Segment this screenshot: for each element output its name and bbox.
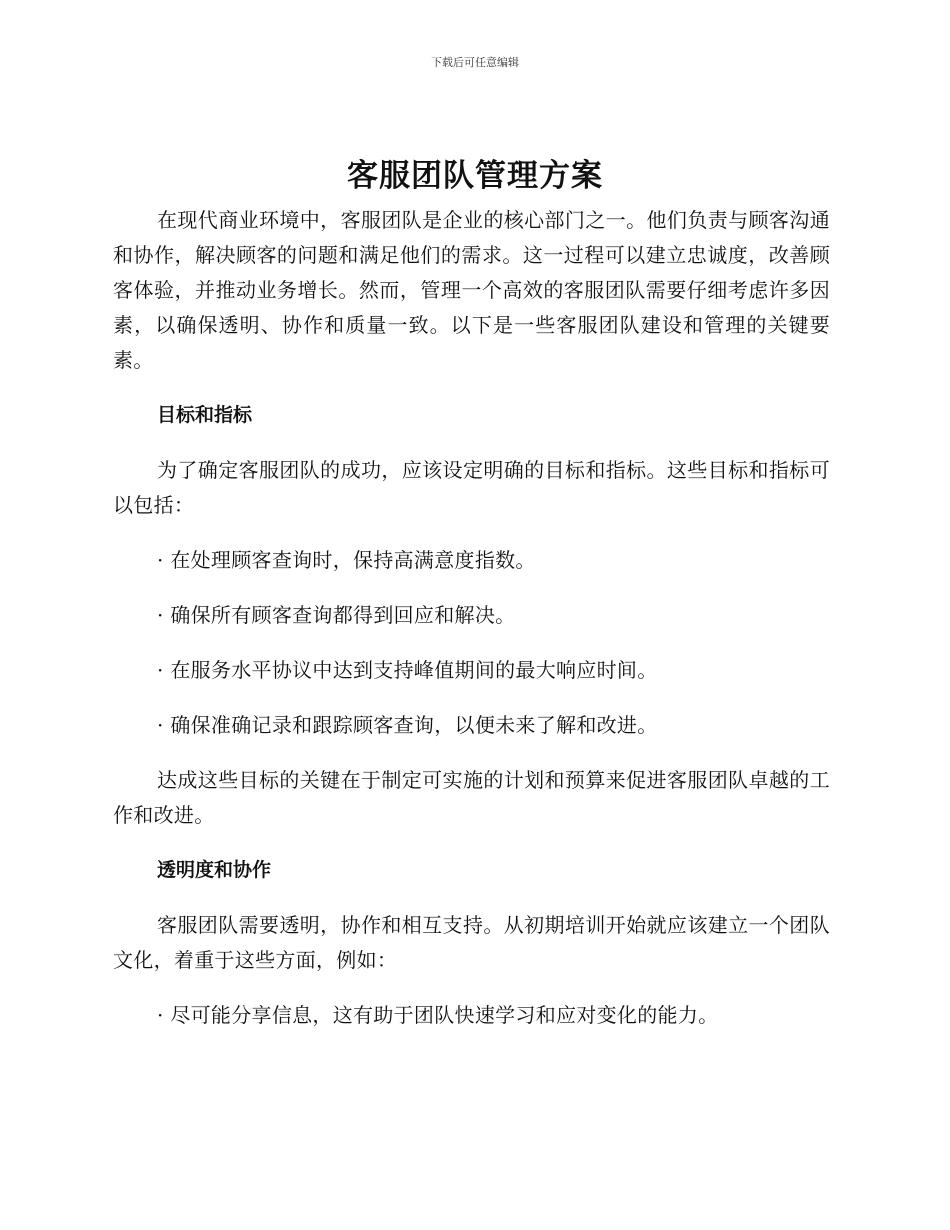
list-item: · 在处理顾客查询时，保持高满意度指数。 — [157, 548, 536, 572]
document-body — [113, 203, 830, 1033]
section-heading-goals: 目标和指标 — [157, 404, 253, 426]
list-item: · 在服务水平协议中达到支持峰值期间的最大响应时间。 — [157, 658, 658, 682]
list-item: · 尽可能分享信息，这有助于团队快速学习和应对变化的能力。 — [157, 1003, 719, 1027]
goals-closing-paragraph: 达成这些目标的关键在于制定可实施的计划和预算来促进客服团队卓越的工作和改进。 — [113, 768, 830, 827]
page-header-note: 下载后可任意编辑 — [431, 56, 519, 69]
section-heading-transparency: 透明度和协作 — [157, 859, 272, 881]
transparency-lead-paragraph: 客服团队需要透明，协作和相互支持。从初期培训开始就应该建立一个团队文化，着重于这些方面，例如： — [113, 913, 830, 972]
list-item: · 确保准确记录和跟踪顾客查询，以便未来了解和改进。 — [157, 713, 658, 737]
intro-paragraph: 在现代商业环境中，客服团队是企业的核心部门之一。他们负责与顾客沟通和协作，解决顾客的问题和满足他们的需求。这一过程可以建立忠诚度，改善顾客体验，并推动业务增长。然而，管理一个高效的客服团队需要仔细考虑许多因素，以确保透明、协作和质量一致。以下是一些客服团队建设和管理的关键要素。 — [113, 208, 830, 372]
list-item: · 确保所有顾客查询都得到回应和解决。 — [157, 603, 516, 627]
goals-lead-paragraph: 为了确定客服团队的成功，应该设定明确的目标和指标。这些目标和指标可以包括： — [113, 458, 830, 517]
document-title: 客服团队管理方案 — [347, 158, 603, 194]
